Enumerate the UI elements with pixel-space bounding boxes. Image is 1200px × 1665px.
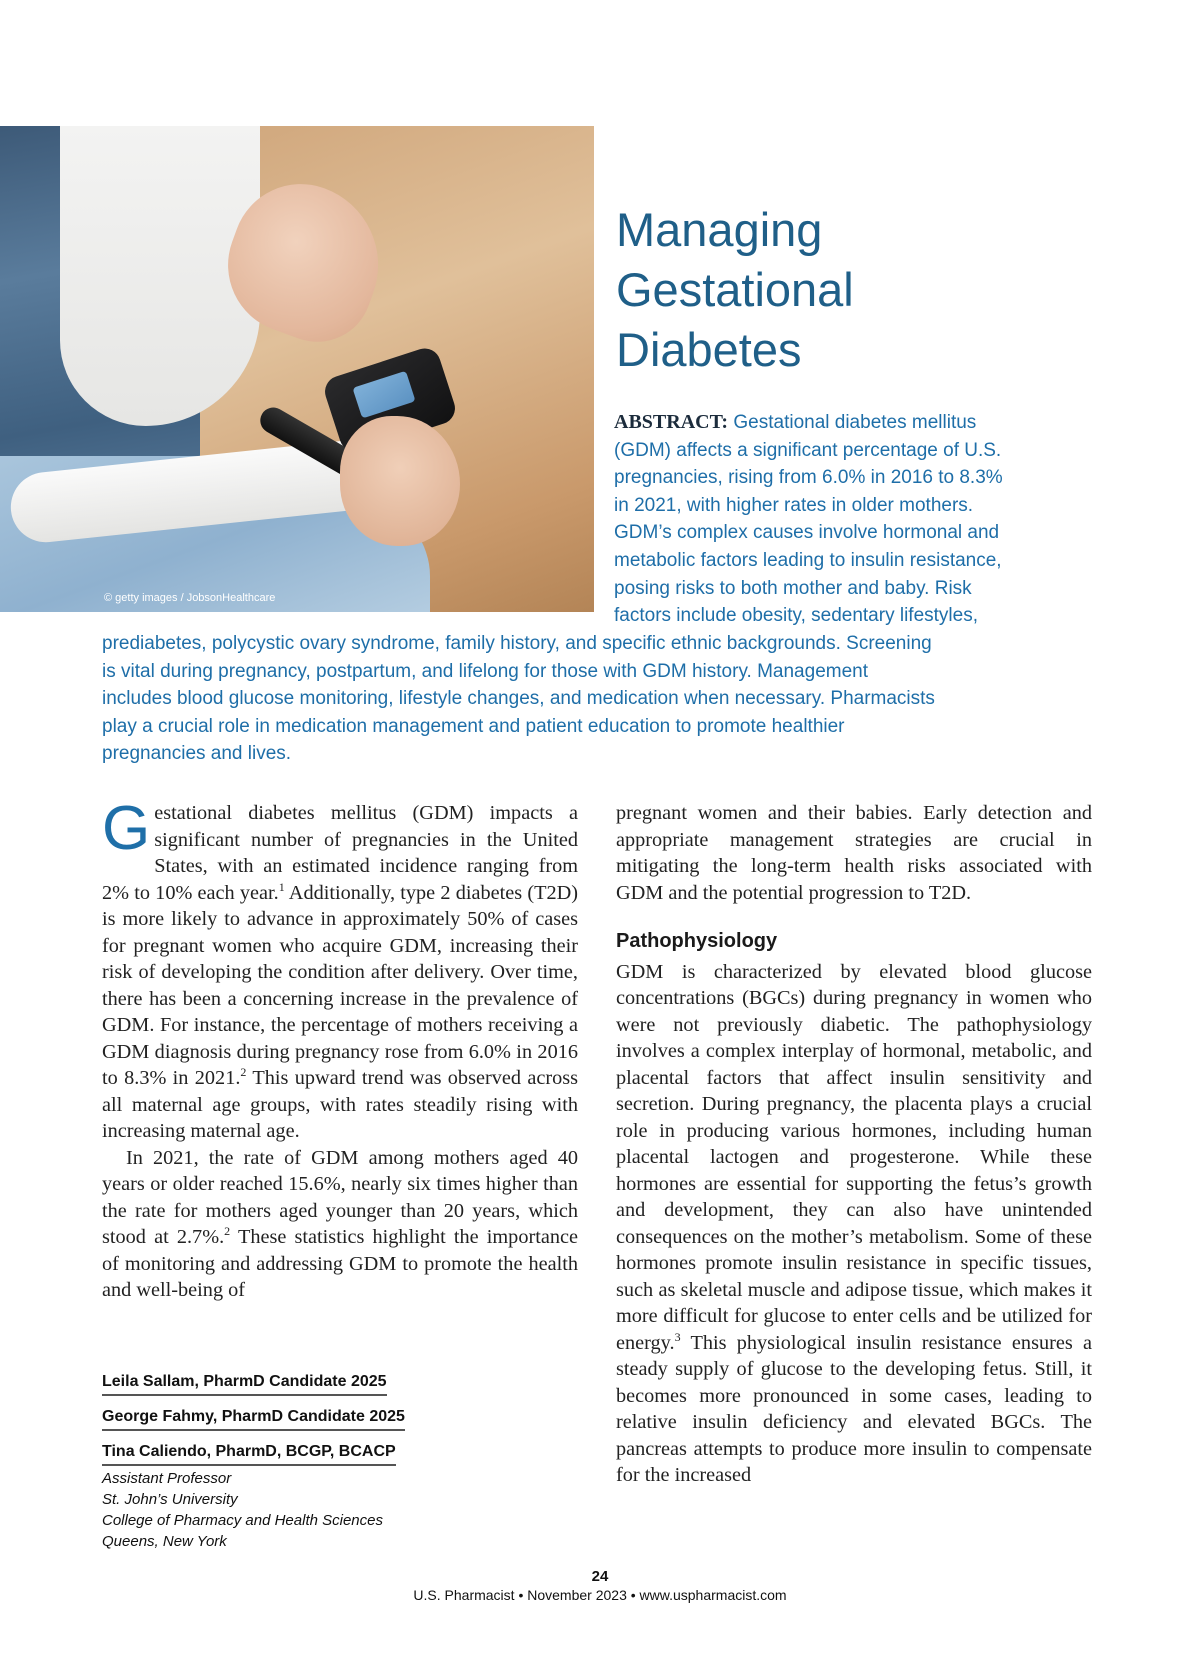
affiliation-line: Assistant Professor <box>102 1470 232 1487</box>
title-line: Gestational <box>616 263 854 316</box>
abstract <box>614 409 1003 630</box>
author-entry <box>102 1373 562 1396</box>
abstract-line: pregnancies and lives. <box>102 743 292 765</box>
author-name: Leila Sallam, PharmD Candidate 2025 <box>102 1373 387 1396</box>
page-footer <box>0 1568 1200 1603</box>
body-paragraph <box>616 959 1092 1489</box>
abstract-line: play a crucial role in medication management and patient education to promote healthier <box>102 715 845 737</box>
page-number: 24 <box>591 1568 609 1585</box>
drop-cap: G <box>102 794 151 863</box>
abstract-line: pregnancies, rising from 6.0% in 2016 to 8.3% <box>614 467 1003 489</box>
affiliation-line: Queens, New York <box>102 1533 227 1550</box>
photo-meter-screen <box>352 371 415 419</box>
abstract-line: metabolic factors leading to insulin resistance, <box>614 549 1002 571</box>
title-line: Diabetes <box>616 323 802 376</box>
abstract-line: includes blood glucose monitoring, lifestyle changes, and medication when necessary. Pharmacists <box>102 688 935 710</box>
author-entry <box>102 1443 562 1552</box>
body-paragraph <box>102 1145 578 1304</box>
author-name: George Fahmy, PharmD Candidate 2025 <box>102 1408 405 1431</box>
abstract-line: in 2021, with higher rates in older mothers. <box>614 494 974 516</box>
title-line: Managing <box>616 203 823 256</box>
abstract-text: Gestational diabetes mellitus <box>733 412 977 433</box>
abstract-line: factors include obesity, sedentary lifestyles, <box>614 605 978 627</box>
body-text: In 2021, the rate of GDM among mothers aged 40 years or older reached 15.6%, nearly six times higher than the rate for mothers aged younger than 20 years, which stood at 2.7%. <box>102 1146 578 1248</box>
abstract-label: ABSTRACT: <box>614 411 729 433</box>
abstract-line <box>614 409 1003 437</box>
body-paragraph: pregnant women and their babies. Early detection and appropriate management strategies are crucial in mitigating the long-term health risks associated with GDM and the potential progression to T2D. <box>616 802 1092 904</box>
body-text: This upward trend was observed across all maternal age groups, with rates steadily rising with increasing maternal age. <box>102 1067 579 1142</box>
section-heading: Pathophysiology <box>616 930 778 952</box>
abstract-line: posing risks to both mother and baby. Risk <box>614 577 972 599</box>
body-text: These statistics highlight the importance of monitoring and addressing GDM to promote the health and well-being of <box>102 1226 578 1301</box>
author-entry <box>102 1408 562 1431</box>
photo-hand-holding <box>340 416 460 546</box>
abstract-line: (GDM) affects a significant percentage of U.S. <box>614 439 1002 461</box>
body-text: This physiological insulin resistance ensures a steady supply of glucose to the developing fetus. Still, it becomes more pronounced in some cases, leading to relative insulin deficiency and elevated BGCs. The pancreas attempts to produce more insulin to compensate for the increased <box>616 1331 1092 1486</box>
author-list <box>102 1373 562 1564</box>
reference-mark: 3 <box>674 1329 681 1344</box>
body-text: Additionally, type 2 diabetes (T2D) is more likely to advance in approximately 50% of cases for pregnant women who acquire GDM, increasing their risk of developing the condition after delivery. Over time, there has been a concerning increase in the prevalence of GDM. For instance, the percentage of mothers receiving a GDM diagnosis during pregnancy rose from 6.0% in 2016 to 8.3% in 2021. <box>102 881 579 1089</box>
author-name: Tina Caliendo, PharmD, BCGP, BCACP <box>102 1443 396 1466</box>
article-photo <box>0 126 594 612</box>
body-text: GDM is characterized by elevated blood glucose concentrations (BGCs) during pregnancy in women who were not previously diabetic. The pathophysiology involves a complex interplay of hormonal, metabolic, and placental factors that affect insulin sensitivity and secretion. During pregnancy, the placenta plays a crucial role in producing various hormones, including human placental lactogen and progesterone. While these hormones are essential for supporting the fetus’s growth and development, they can also have unintended consequences on the mother’s metabolism. Some of these hormones promote insulin resistance in specific tissues, such as skeletal muscle and adipose tissue, which makes it more difficult for glucose to enter cells and be utilized for energy. <box>616 960 1092 1354</box>
affiliation-line: College of Pharmacy and Health Sciences <box>102 1512 383 1529</box>
photo-credit: © getty images / JobsonHealthcare <box>104 592 276 604</box>
publication-line: U.S. Pharmacist • November 2023 • www.uspharmacist.com <box>413 1587 787 1603</box>
article-title <box>616 200 1156 380</box>
body-column-left <box>102 794 579 1304</box>
author-affiliation <box>102 1468 562 1552</box>
abstract-line: GDM’s complex causes involve hormonal and <box>614 522 1000 544</box>
affiliation-line: St. John’s University <box>102 1491 238 1508</box>
body-text: estational diabetes mellitus (GDM) impacts a significant number of pregnancies in the United States, with an estimated incidence ranging from 2% to 10% each year. <box>102 802 578 904</box>
body-paragraph <box>102 794 579 1145</box>
reference-mark: 2 <box>224 1224 231 1239</box>
reference-mark: 1 <box>278 879 285 894</box>
abstract-line: is vital during pregnancy, postpartum, and lifelong for those with GDM history. Management <box>102 660 869 682</box>
body-column-right <box>616 800 1092 1489</box>
abstract-line: prediabetes, polycystic ovary syndrome, family history, and specific ethnic backgrounds. Screening <box>102 633 932 654</box>
abstract-continued <box>102 630 935 768</box>
reference-mark: 2 <box>240 1065 247 1080</box>
